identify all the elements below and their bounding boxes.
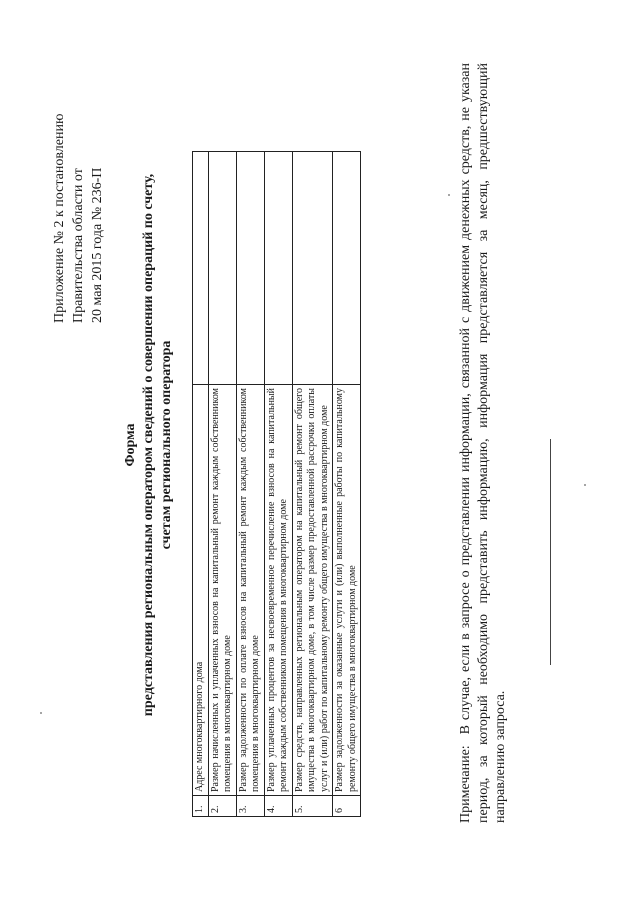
appendix-header (50, 23, 107, 323)
row-description: Размер средств, направленных региональным оператором на капитальный ремонт общего имущества в многоквартирном доме, в том числе размер предоставленной рассрочки оплаты услуг и (или) работ по капитальному ремонту общего имущества в многоквартирном доме (292, 385, 333, 796)
row-value-cell (292, 152, 333, 385)
row-number: 5. (292, 796, 333, 817)
scan-speck (448, 194, 450, 196)
scan-speck (40, 712, 42, 714)
note-label: Примечание: (458, 745, 473, 823)
form-title (122, 15, 176, 875)
note (457, 63, 510, 823)
table-row (193, 152, 209, 817)
row-value-cell (208, 152, 236, 385)
form-title-line-1: Форма (123, 423, 138, 467)
row-number: 3. (236, 796, 264, 817)
row-value-cell (236, 152, 264, 385)
signature-line (550, 439, 551, 665)
form-title-line-3: счетам регионального оператора (159, 340, 174, 550)
table-row (264, 152, 292, 817)
table-row (292, 152, 333, 817)
table-row (208, 152, 236, 817)
appendix-line-2: Правительства области от (71, 168, 86, 323)
note-text: В случае, если в запросе о представлении информации, связанной с движением денежных средств, не указан период, за который необходимо представить информацию, информация представляется за месяц, предшествующий направлению запроса. (458, 63, 508, 823)
row-number: 4. (264, 796, 292, 817)
row-description: Размер задолженности за оказанные услуги и (или) выполненные работы по капитальному ремонту общего имущества в многоквартирном доме (333, 385, 361, 796)
table-row (333, 152, 361, 817)
row-number: 1. (193, 796, 209, 817)
row-description: Размер задолженности по оплате взносов на капитальный ремонт каждым собственником помещения в многоквартирном доме (236, 385, 264, 796)
row-value-cell (333, 152, 361, 385)
scan-speck (584, 484, 586, 486)
row-description: Размер уплаченных процентов за несвоевременное перечисление взносов на капитальный ремонт каждым собственником помещения в многоквартирном доме (264, 385, 292, 796)
table-row (236, 152, 264, 817)
appendix-line-3: 20 мая 2015 года № 236-П (90, 167, 105, 323)
row-description: Размер начисленных и уплаченных взносов на капитальный ремонт каждым собственником помещения в многоквартирном доме (208, 385, 236, 796)
row-number: 2. (208, 796, 236, 817)
form-title-line-2: представления региональным оператором сведений о совершении операций по счету, (141, 173, 156, 717)
row-value-cell (193, 152, 209, 385)
operations-table (192, 151, 361, 817)
appendix-line-1: Приложение № 2 к постановлению (52, 113, 67, 323)
document-page (20, 15, 620, 875)
row-value-cell (264, 152, 292, 385)
row-description: Адрес многоквартирного дома (193, 385, 209, 796)
row-number: 6 (333, 796, 361, 817)
